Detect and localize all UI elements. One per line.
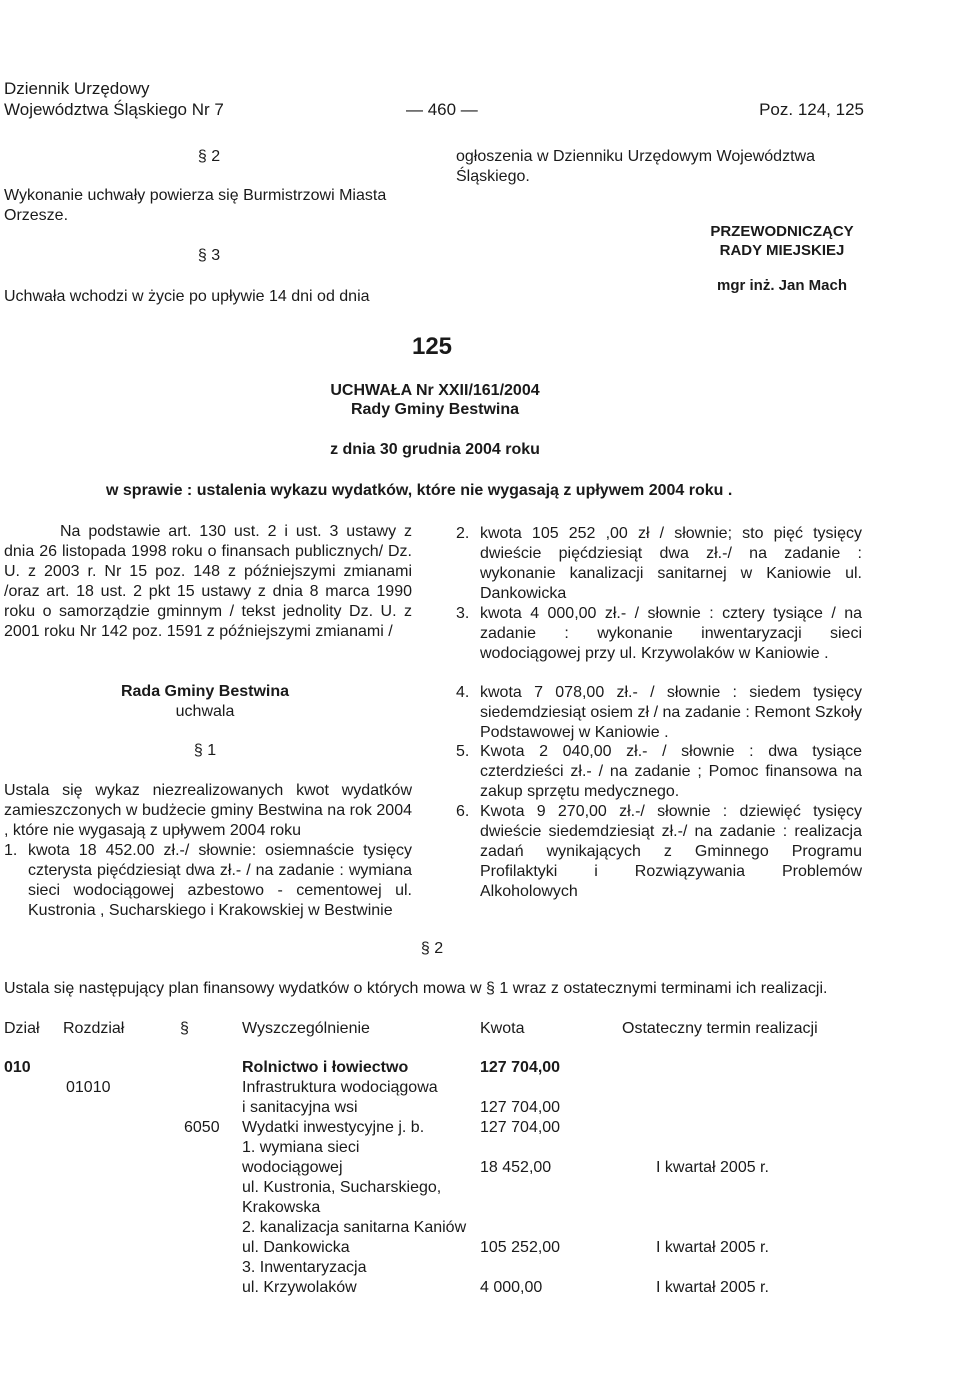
cell-paragraph (184, 1238, 242, 1258)
cell-amount: 127 704,00 (480, 1099, 561, 1116)
cell-division (4, 1138, 66, 1158)
cell-division (4, 1098, 66, 1118)
cell-deadline (656, 1118, 856, 1138)
cell-amount: 18 452,00 (480, 1159, 552, 1176)
cell-division (4, 1238, 66, 1258)
plan-header-paragraph: § (180, 1020, 189, 1037)
resolution-title: UCHWAŁA Nr XXII/161/2004 (330, 382, 540, 399)
cell-description: 1. wymiana sieci (242, 1139, 360, 1156)
cell-amount (480, 1078, 656, 1098)
prev-section-3-continued: ogłoszenia w Dzienniku Urzędowym Województwa Śląskiego. (456, 148, 815, 185)
section-1-text: Ustala się wykaz niezrealizowanych kwot wydatków zamieszczonych w budżecie gminy Bestwina na rok 2004 , które nie wygasają z upływem 2004 roku (4, 782, 412, 839)
prev-section-3-title: § 3 (197, 247, 221, 264)
table-row (4, 1278, 856, 1298)
list-item-number: 5. (456, 743, 470, 760)
cell-chapter (66, 1258, 184, 1278)
resolves-word: uchwala (175, 703, 235, 720)
section-2-title: § 2 (420, 940, 444, 957)
cell-description: ul. Dankowicka (242, 1239, 350, 1256)
list-item-number: 6. (456, 803, 470, 820)
cell-paragraph (184, 1218, 242, 1238)
cell-deadline: I kwartał 2005 r. (656, 1159, 769, 1176)
cell-description: wodociągowej (242, 1159, 343, 1176)
cell-amount: 127 704,00 (480, 1059, 561, 1076)
plan-header-deadline: Ostateczny termin realizacji (622, 1020, 818, 1037)
document-number: 125 (411, 333, 453, 360)
cell-paragraph (184, 1138, 242, 1158)
cell-division (4, 1278, 66, 1298)
page-number: — 460 — (406, 100, 478, 119)
cell-division (4, 1178, 66, 1198)
cell-deadline (656, 1098, 856, 1118)
table-row (4, 1078, 856, 1098)
section-2-text: Ustala się następujący plan finansowy wydatków o których mowa w § 1 wraz z ostatecznymi terminami ich realizacji. (4, 980, 828, 997)
list-item-number: 4. (456, 684, 470, 701)
cell-amount: 105 252,00 (480, 1239, 561, 1256)
section-1-title: § 1 (193, 742, 217, 759)
journal-volume: Województwa Śląskiego Nr 7 (4, 100, 224, 119)
table-row (4, 1058, 856, 1078)
cell-division (4, 1118, 66, 1138)
cell-division (4, 1258, 66, 1278)
cell-chapter (66, 1178, 184, 1198)
cell-deadline (656, 1058, 856, 1078)
cell-chapter (66, 1218, 184, 1238)
plan-header-description: Wyszczególnienie (242, 1020, 370, 1037)
prev-section-3-text: Uchwała wchodzi w życie po upływie 14 dni od dnia (4, 288, 370, 305)
journal-name: Dziennik Urzędowy (4, 79, 150, 98)
cell-paragraph (184, 1158, 242, 1178)
list-item-text: Kwota 9 270,00 zł.-/ słownie : dziewięć tysięcy dwieście siedemdziesiąt zł.-/ na zadanie : realizacja zadań wynikających z Gminnego Programu Profilaktyki i Rozwiązywania Problemów Alkoholowych (480, 803, 862, 900)
cell-chapter (66, 1098, 184, 1118)
plan-header-chapter: Rozdział (63, 1020, 125, 1037)
cell-paragraph (184, 1198, 242, 1218)
cell-chapter (66, 1238, 184, 1258)
cell-division (4, 1198, 66, 1218)
cell-description: i sanitacyjna wsi (242, 1099, 358, 1116)
cell-deadline (656, 1078, 856, 1098)
signer-title-1: PRZEWODNICZĄCY (710, 223, 854, 240)
list-item-text: kwota 18 452.00 zł.-/ słownie: osiemnaście tysięcy czterysta pięćdziesiąt dwa zł.- / na zadanie : wymiana sieci wodociągowej azbestowo - cementowej ul. Kustronia , Sucharskiego i Krakowskiej w Bestwinie (28, 842, 412, 919)
cell-chapter (66, 1118, 184, 1138)
table-row (4, 1218, 856, 1238)
cell-chapter: 01010 (66, 1079, 111, 1096)
cell-chapter (66, 1158, 184, 1178)
resolution-date: z dnia 30 grudnia 2004 roku (330, 441, 540, 458)
table-row (4, 1178, 856, 1198)
cell-description: Krakowska (242, 1199, 321, 1216)
council-name: Rada Gminy Bestwina (120, 683, 290, 700)
cell-deadline: I kwartał 2005 r. (656, 1239, 769, 1256)
resolution-issuer: Rady Gminy Bestwina (350, 401, 520, 418)
cell-description: ul. Kustronia, Sucharskiego, (242, 1179, 442, 1196)
cell-deadline (656, 1198, 856, 1218)
list-item-text: kwota 105 252 ,00 zł / słownie; sto pięć tysięcy dwieście pięćdziesiąt dwa zł.-/ na zadanie : wykonanie kanalizacji sanitarnej w Kaniowie ul. Dankowicka (480, 525, 862, 602)
cell-amount: 127 704,00 (480, 1119, 561, 1136)
table-row (4, 1158, 856, 1178)
cell-chapter (66, 1138, 184, 1158)
position-ref: Poz. 124, 125 (759, 100, 864, 119)
cell-description: Wydatki inwestycyjne j. b. (242, 1119, 425, 1136)
cell-amount (480, 1218, 656, 1238)
list-item-number: 3. (456, 605, 470, 622)
cell-paragraph (184, 1258, 242, 1278)
plan-table (4, 1058, 856, 1298)
cell-deadline: I kwartał 2005 r. (656, 1279, 769, 1296)
signer-name: mgr inż. Jan Mach (716, 277, 848, 294)
cell-description: ul. Krzywolaków (242, 1279, 357, 1296)
cell-division (4, 1078, 66, 1098)
plan-header-division: Dział (4, 1020, 40, 1037)
signer-title-2: RADY MIEJSKIEJ (719, 242, 845, 259)
table-row (4, 1258, 856, 1278)
cell-description: 2. kanalizacja sanitarna Kaniów (242, 1219, 467, 1236)
cell-paragraph (184, 1078, 242, 1098)
cell-amount (480, 1258, 656, 1278)
list-item-text: kwota 4 000,00 zł.- / słownie : cztery tysiące / na zadanie : wykonanie inwentaryzacji sieci wodociągowej przy ul. Krzywolaków w Kaniowie . (480, 605, 862, 662)
cell-description: Rolnictwo i łowiectwo (242, 1059, 409, 1076)
cell-division (4, 1218, 66, 1238)
table-row (4, 1138, 856, 1158)
table-row (4, 1098, 856, 1118)
cell-paragraph: 6050 (184, 1119, 220, 1136)
cell-deadline (656, 1218, 856, 1238)
list-item-number: 1. (4, 842, 18, 859)
list-item-number: 2. (456, 525, 470, 542)
cell-paragraph (184, 1058, 242, 1078)
legal-basis: Na podstawie art. 130 ust. 2 i ust. 3 ustawy z dnia 26 listopada 1998 roku o finansach publicznych/ Dz. U. z 2003 r. Nr 15 poz. 148 z późniejszymi zmianami /oraz art. 18 ust. 2 pkt 15 ustawy z dnia 8 marca 1990 roku o samorządzie gminnym / tekst jednolity Dz. U. z 2001 roku Nr 142 poz. 1591 z późniejszymi zmianami / (4, 523, 412, 640)
cell-paragraph (184, 1098, 242, 1118)
plan-header-amount: Kwota (480, 1020, 525, 1037)
cell-chapter (66, 1198, 184, 1218)
prev-section-2-text: Wykonanie uchwały powierza się Burmistrzowi Miasta Orzesze. (4, 187, 387, 224)
cell-amount: 4 000,00 (480, 1279, 543, 1296)
cell-deadline (656, 1258, 856, 1278)
cell-description: 3. Inwentaryzacja (242, 1259, 367, 1276)
cell-chapter (66, 1278, 184, 1298)
cell-division: 010 (4, 1059, 31, 1076)
cell-amount (480, 1178, 656, 1198)
table-row (4, 1238, 856, 1258)
cell-amount (480, 1138, 656, 1158)
cell-paragraph (184, 1278, 242, 1298)
cell-paragraph (184, 1178, 242, 1198)
table-row (4, 1198, 856, 1218)
list-item-text: kwota 7 078,00 zł.- / słownie : siedem tysięcy siedemdziesiąt osiem zł / na zadanie : Remont Szkoły Podstawowej w Kaniowie . (480, 684, 862, 741)
list-item-text: Kwota 2 040,00 zł.- / słownie : dwa tysiące czterdzieści zł.- / na zadanie ; Pomoc finansowa na zakup sprzętu medycznego. (480, 743, 862, 800)
cell-description: Infrastruktura wodociągowa (242, 1079, 438, 1096)
cell-deadline (656, 1138, 856, 1158)
cell-chapter (66, 1058, 184, 1078)
prev-section-2-title: § 2 (197, 148, 221, 165)
cell-amount (480, 1198, 656, 1218)
cell-deadline (656, 1178, 856, 1198)
cell-division (4, 1158, 66, 1178)
table-row (4, 1118, 856, 1138)
resolution-subject: w sprawie : ustalenia wykazu wydatków, które nie wygasają z upływem 2004 roku . (106, 482, 733, 499)
